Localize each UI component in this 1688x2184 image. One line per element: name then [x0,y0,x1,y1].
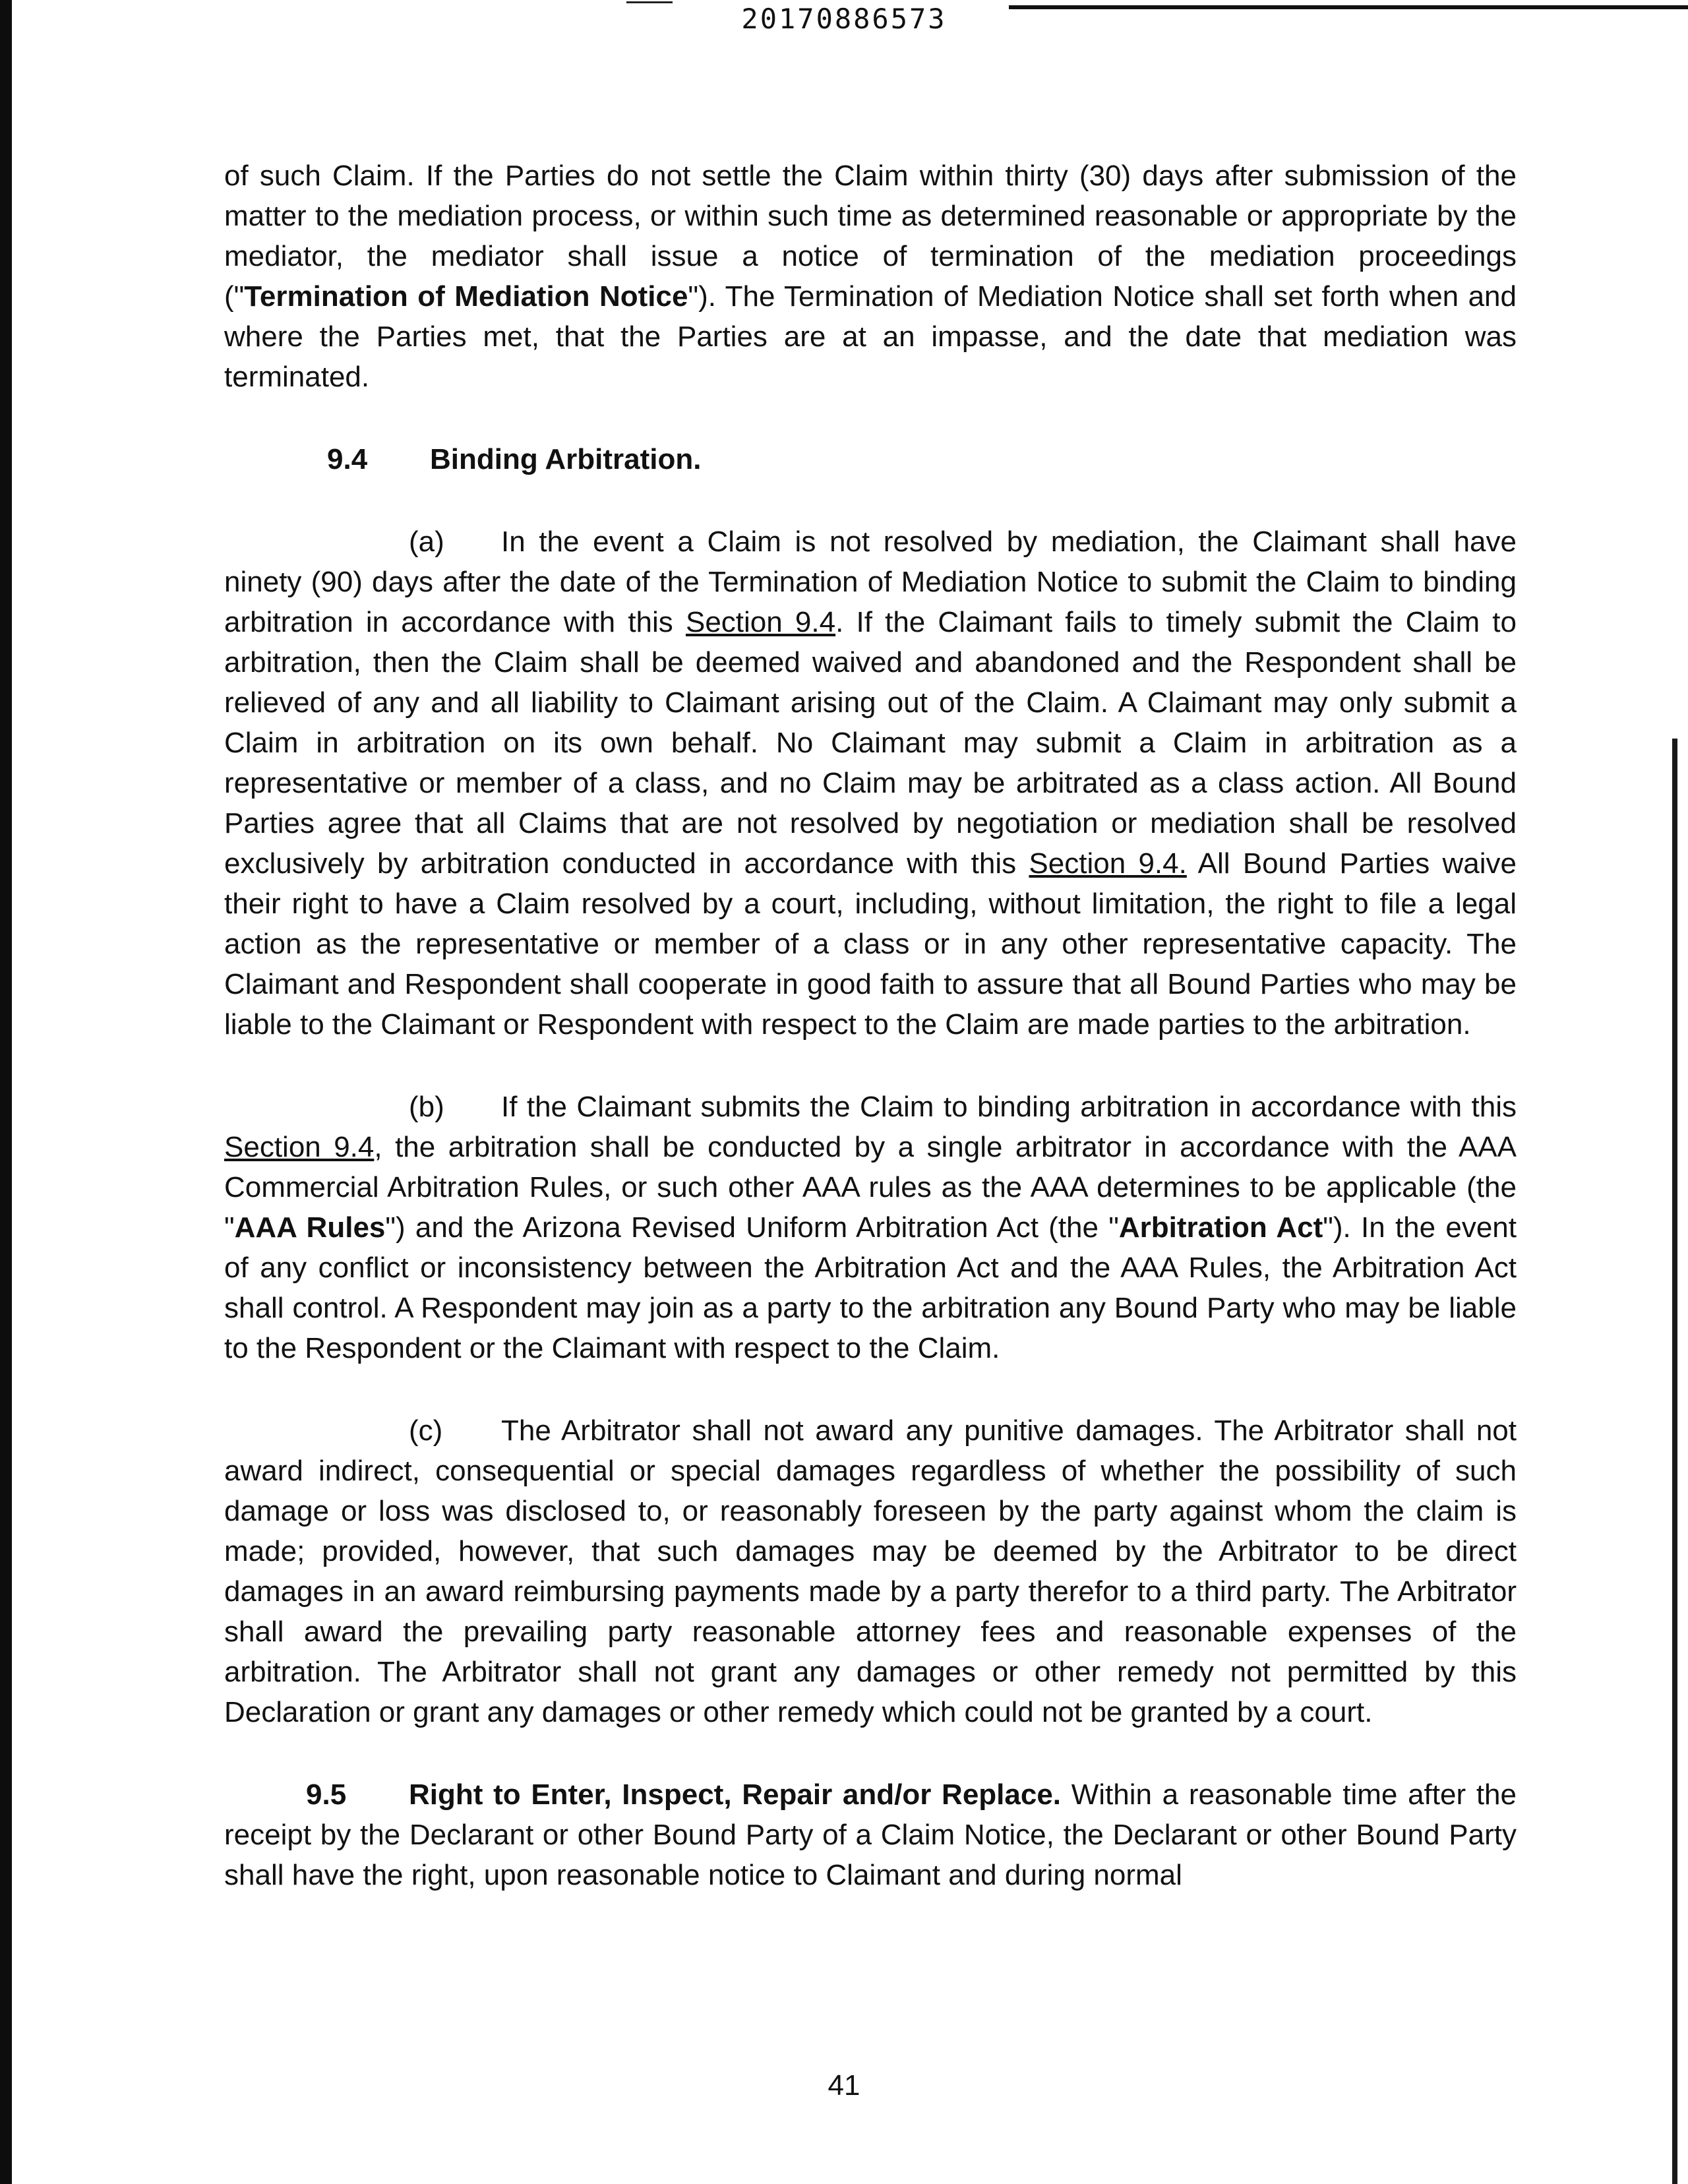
continuation-paragraph [224,156,1517,397]
defined-term: Termination of Mediation Notice [244,280,688,313]
page-body [224,156,1517,1895]
subparagraph-a [224,522,1517,1045]
section-reference: Section 9.4 [685,606,836,638]
section-number: 9.4 [327,443,368,475]
text-run: In the event a Claim is not resolved by mediation, the Claimant shall have ninety (90) days after the date of the Termination of Mediation Notice to submit the Claim to binding arbitration in accordance with this [224,526,1517,638]
section-heading-9-4 [224,439,1517,479]
text-run: If the Claimant submits the Claim to binding arbitration in accordance with this [501,1091,1517,1123]
subparagraph-label: (b) [409,1091,444,1123]
subparagraph-label: (a) [409,526,444,558]
text-run: "). The Termination of Mediation Notice shall set forth when and where the Parties met, that the Parties are at an impasse, and the date that mediation was terminated. [224,280,1517,393]
scan-right-edge [1672,739,1677,2184]
section-number: 9.5 [306,1778,347,1811]
section-title: Binding Arbitration. [430,443,702,475]
text-run: All Bound Parties waive their right to have a Claim resolved by a court, including, without limitation, the right to file a legal action as the representative or member of a class or in any other representative capacity. The Claimant and Respondent shall cooperate in good faith to assure that all Bound Parties who may be liable to the Claimant or Respondent with respect to the Claim are made parties to the arbitration. [224,847,1517,1041]
section-title: Right to Enter, Inspect, Repair and/or Replace. [409,1778,1062,1811]
defined-term: Arbitration Act [1118,1211,1323,1244]
text-run: , the arbitration shall be conducted by a single arbitrator in accordance with the AAA Commercial Arbitration Rules, or such other AAA rules as the AAA determines to be applicable (the " [224,1131,1517,1244]
text-run: . If the Claimant fails to timely submit the Claim to arbitration, then the Claim shall be deemed waived and abandoned and the Respondent shall be relieved of any and all liability to Claimant arising out of the Claim. A Claimant may only submit a Claim in arbitration on its own behalf. No Claimant may submit a Claim in arbitration as a representative or member of a class, and no Claim may be arbitrated as a class action. All Bound Parties agree that all Claims that are not resolved by negotiation or mediation shall be resolved exclusively by arbitration conducted in accordance with this [224,606,1517,880]
text-run: Within a reasonable time after the receipt by the Declarant or other Bound Party of a Claim Notice, the Declarant or other Bound Party shall have the right, upon reasonable notice to Claimant and during normal [224,1778,1517,1891]
scan-left-edge [0,0,12,2184]
subparagraph-b [224,1087,1517,1368]
text-run: of such Claim. If the Parties do not settle the Claim within thirty (30) days after submission of the matter to the mediation process, or within such time as determined reasonable or appropriate by the mediator, the mediator shall issue a notice of termination of the mediation proceedings (" [224,160,1517,313]
subparagraph-c [224,1410,1517,1732]
text-run: "). In the event of any conflict or inconsistency between the Arbitration Act and the AAA Rules, the Arbitration Act shall control. A Respondent may join as a party to the arbitration any Bound Party who may be liable to the Respondent or the Claimant with respect to the Claim. [224,1211,1517,1364]
section-reference: Section 9.4. [1029,847,1187,880]
text-run: ") and the Arizona Revised Uniform Arbitration Act (the " [385,1211,1119,1244]
section-9-5-paragraph [224,1774,1517,1895]
text-run: The Arbitrator shall not award any punitive damages. The Arbitrator shall not award indirect, consequential or special damages regardless of whether the possibility of such damage or loss was disclosed to, or reasonably foreseen by the party against whom the claim is made; provided, however, that such damages may be deemed by the Arbitrator to be direct damages in an award reimbursing payments made by a party therefor to a third party. The Arbitrator shall award the prevailing party reasonable attorney fees and reasonable expenses of the arbitration. The Arbitrator shall not grant any damages or other remedy not permitted by this Declaration or grant any damages or other remedy which could not be granted by a court. [224,1414,1517,1728]
subparagraph-label: (c) [409,1414,443,1447]
defined-term: AAA Rules [234,1211,386,1244]
page-number: 41 [828,2069,860,2102]
section-reference: Section 9.4 [224,1131,375,1163]
document-number: 20170886573 [741,3,947,35]
